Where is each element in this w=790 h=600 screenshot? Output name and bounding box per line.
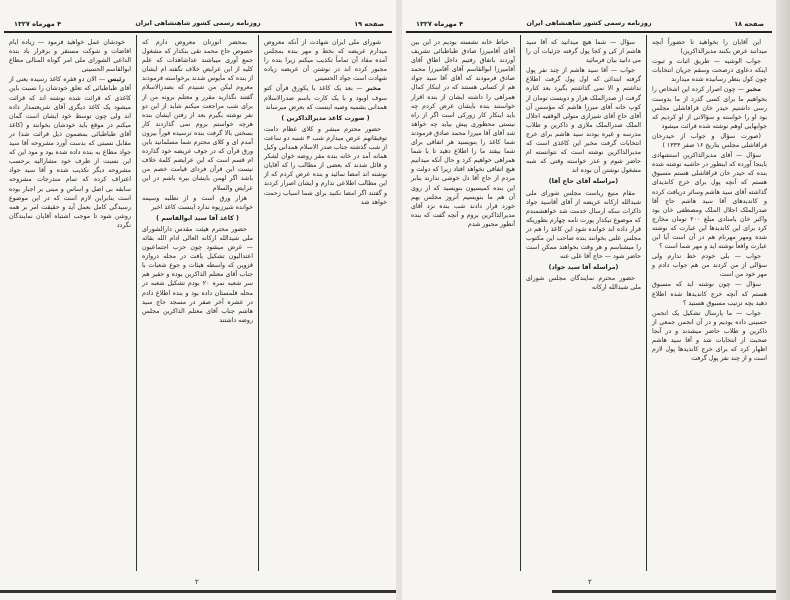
paragraph-text: سؤال — چون نوشته اید که مسبوق هستم که آنچه خرج کاندیدها شده اطلاع دهید بچه ترتیب مسبوق هستید ؟ — [652, 281, 767, 307]
paragraph-text: سؤال — آقای مدیرالذاکرین استشهادی باینجا آورده که اینطور در حاشیه نوشته شده بنده که حیدر خان قراقاشلی هستم مسبوق هستم که آنچه پول برای خرج کاندیدای گذاشته آقای سید هاشم وسائر دریافت کرده و کاندیدهای آقا سید هاشم حاج آقا صدرالملک اجلال الملک ومصطفی خان بود واکبر خان یامنادی مبلغ ۲۰۰ تومان مخارج کرد برای این کاندیدها این عبارت که نوشته شده ومهر مهرنام هم در آن است آیا این عبارت واقعاً نوشته اید و مهر شما است ؟ — [652, 152, 767, 251]
paragraph — [652, 132, 767, 150]
paragraph — [9, 75, 131, 230]
page-header — [406, 18, 772, 30]
issue-date: ۴ مهرماه ۱۳۲۷ — [416, 20, 464, 28]
paragraph-text: بمحضر انورتان معروض دارم که خصوص حاج محمد تقی بنکدار که مشغول جمع آوری میباشند عداشاهدات که علم کلیه از این عرایض خلاف نگفته ام ایشان از بنده که مأیوس شدند برخواسته فرمودند معروم لیکن من شنیدم که بصدرالاسلام گفتند نگذارید مقرر و معتلم برونه من از برای شب مراجعت میکنم شاید از این دو نفر نوشته بگیرم بعد از رفتن ایشان بنده هرچه خواستم بروم نمی گذاردند کار بسختی بالا گرفت بنده ترسیده فوراً بیرون آمدم ای و کلای محترم شما مسلمانید باین ورق قرآن که در جوف عریضه خود گذارده ام قسم است که این عرایضم کلمهٔ خلاف نیست این قرآن فردای قیامت خصم من باشد اگر لهمن بایشان بیره باشم در این عرایض والسلام — [142, 39, 253, 192]
bottom-rule — [552, 590, 776, 593]
text-column — [4, 35, 136, 571]
text-column — [258, 35, 392, 571]
paragraph-text: ( صورت کاغذ مدیرالذاکرین ) — [281, 114, 370, 122]
paragraph — [142, 194, 253, 212]
footer-mark: ۲ — [588, 578, 592, 586]
paragraph — [526, 274, 641, 292]
speaker-label: مخبر — [366, 85, 381, 93]
paragraph-text: حیاط خانه نشسته بودیم در این بین آقای آقامیرزا صادق طباطبائی تشریف آوردند باتفاق رفتیم داخل اطاق آقای آقامیرزا ابوالقاسم آقای آقامیرزا محمد صادق فرمودند که آقای آقا سید جواد هم از کسانی هستند که در اینکار کمال همراهی را داشته ایشان از بنده اقرار خواستند بنده بایشان عرض کردم چه باید اینکار کار زورکی است اگر از راه نیستی محظوری پیش بیاید چه خواهد شد آقای آقا میرزا محمد صادق فرمودند شما کاغذ را بنویسید هر اتفاقی برای شما بیفتد ما را اطلاع دهید تا با شما همراهی خواهیم کرد و حال آنکه میدانیم هیچ اتفاقی نخواهد افتاد زیرا که دولت و مردم از حاج آقا دل خوشی ندارند بنابر این بنده کمیسیون بنویسید که از روی آن هم ما بنویسیم آنروز مجلس بهم خورد قرار دادند شب بنده نزد آقای مدیرالذاکرین بروم و آنچه گفت که بنده آنطور مجبور شدم — [411, 39, 515, 228]
paragraph-text: شورای ملی ایران شهادت از آنکه معروض میدارم عریضه که بخط و مهر بنده بمجلس آمده مفاد آن تماماً تکذیب میکنم زیرا بنده را مجبور کرده اند در نوشتن آن عریضه زیاده شهادت است جواد الحسینی — [264, 39, 387, 83]
bottom-rule — [0, 590, 396, 593]
newspaper-title: روزنامه رسمی کشور شاهنشاهی ایران — [526, 19, 652, 27]
paragraph-text: سؤال — شما هیچ میدانید که آقا سید هاشم از کی و کجا پول گرفته جزئیات آن را می دانید بیان فرمائید — [526, 39, 641, 65]
paragraph — [411, 38, 515, 229]
page-number: صفحه ۱۹ — [354, 20, 384, 28]
text-column — [646, 35, 772, 571]
header-rule — [4, 31, 392, 33]
speaker-label: مخبر — [746, 86, 761, 94]
section-heading — [142, 214, 253, 223]
text-column — [136, 35, 258, 571]
paragraph — [264, 125, 387, 207]
paragraph-text: این آقایان را بخواهید تا حضوراً آنچه میدانند عرض بکنند مدیرالذاکرین) — [652, 39, 767, 56]
paragraph-text: جواب الوشیه — طریق اثبات و ثبوت اینکه دعاوی درصحت وسقم جریان انتخابات چون کول بنظر رسانیده شده میدارند — [652, 58, 767, 84]
paragraph — [526, 66, 641, 175]
scan-edge — [776, 0, 790, 600]
paragraph-text: ( کاغذ آقا سید ابوالقاسم ) — [156, 214, 239, 222]
paragraph — [652, 252, 767, 279]
paragraph-text: — الان دو فقره کاغذ رسیده یعنی از آقای طباطبائی که تعلق خودشان را نسبت باین کاغذی که قرائت شده نوشته اند که قرائت میشود یک کاغذ دیگری آقای شریعتمدار داده اند ولی چون توسط خود ایشان است گمان میکنم در موقع باید خودشان بخوانند و (کاغذ آقای طباطبائی بمضمون ذیل قرائت شد) در مقابل نسبتی که بدست آورد مشروحه آقا سید جواد مطاع به بنده داده شده بود و مود این که این نسبت از طرف خود مشارالیه برحسب مشروحه دیگر تکذیب شده و آقا سید جواد اعتراف کرده که تمام مندرجات مشروحه سابقه بی اصل و اساس و مبنی بر اجبار بوده است بنابراین لازم است که در این موضوع رسیدگی کامل بعمل آید و حقیقت امر بر همه روشن شود تا موجب اشتباه آقایان نمایندگان نگردد — [9, 76, 131, 229]
paragraph — [142, 225, 253, 325]
paragraph — [652, 38, 767, 56]
paragraph — [652, 85, 767, 130]
paragraph — [652, 151, 767, 251]
paragraph — [526, 189, 641, 262]
paragraph-text: خودشان عمل خواهید فرمود — زیاده ایام افاضات و شوکت مستقر و برقرار باد بنده الداعی الشورای ملی امر گوناه المنالی مطاع ابوالقاسم الحسینی — [9, 39, 131, 74]
section-heading — [526, 177, 641, 186]
text-columns — [406, 35, 772, 571]
speaker-label: رئیس — [107, 76, 125, 84]
paragraph-text: — بعد یک کاغذ با یکورق قرآن کتو سوف اوبود و با یک کارت باسم صدرالاسلام همدانی بشمیه وصیه اینست که بعرض میرساند — [264, 85, 387, 111]
page-number: صفحه ۱۸ — [734, 20, 764, 28]
paragraph-text: (مراسله آقا سید جواد) — [548, 264, 619, 272]
header-rule — [406, 31, 772, 33]
paragraph — [652, 309, 767, 364]
paragraph — [526, 38, 641, 65]
newspaper-page-right — [402, 0, 776, 600]
paragraph-text: جواب — بلی خودم خط ندارم ولی سؤالی از من کردند من هم جواب دادم و مهر خود من است — [652, 253, 767, 279]
paragraph-text: حضور محترم هیئت مقدس دارالشورای ملی شیدالله ارکانه العالی ادام الله بقائه — عرض میشود چون حزب اجتماعیون اعتدالیون تشکیل یافت در محله دروازه قزوین که واسطه هیئات و جوع شعبات با جناب آقای معتلم الذاکرین بوده و حقیر هم سر شعبه نمره ۲۰ بودم تشکیل شعبه در محله قلمستان داده بود و بنده اطلاع دادم در عشره آخر صفر در مسجد حاج سید هاشم جناب آقای معتلم الذاکرین مجلس روضه داشتند — [142, 225, 254, 324]
paragraph — [9, 38, 131, 74]
paragraph-text: هزار ورق است و از تطلبه وسیمه خوانده شیرزیوه ندارد اینست کاغذ اخیر — [142, 194, 253, 211]
text-column — [520, 35, 646, 571]
paragraph — [142, 38, 253, 193]
newspaper-title: روزنامه رسمی کشور شاهنشاهی ایران — [135, 19, 261, 27]
paragraph-text: — چون اصرار کرده این اشخاص را بخواهیم ما برای کسی گذرد از ما بدوست رسی داشتیم حیدر خان قراقاشلی مجلس بود او را خواسته و سؤالاتی از او کردیم که جوابهایی اوهم نوشته شده قرائت میشود — [652, 86, 767, 130]
paragraph-text: جواب — ما پارسال تشکیل یک انجمن حسینی داده بودیم و در آن انجمن جمعی از ذاکرین و طلاب حاضر میشدند و در آنجا صحبت از انتخابات شد و آقا سید هاشم اظهار کرد که برای خرج کاندیدها پول لازم است و از چند نفر پول گرفت — [652, 309, 767, 363]
text-column — [406, 35, 520, 571]
paragraph-text: (مراسله آقای حاج آقا) — [548, 178, 619, 186]
paragraph-text: جواب — آقا سید هاشم از چند نفر پول گرفته ابتدائی که اول پول گرفت اطلاع نداشتم و الا نمی گذاشتم بگیرد بعد کناره گرفت از صدرالملک هزار و دویست تومان از کوپ خانه آقای میرزا هاشم که مؤسس آن آقای حاج آقای شیرازی متولی الوقفیه اجلال الملک صدرالملک ملازی و ذاکرین و طلاب مدرسه و غیره بودند سید هاشم برای خرج انتخابات گرفت مخبر این کاغذی است که مدیرالذاکرین نوشته است که نتوانسته ام حاضر شوم و عذر خواسته وقتی که شبه مشغول نوشتن آن بوده اند — [526, 67, 641, 175]
paragraph — [264, 84, 387, 111]
text-columns — [4, 35, 392, 571]
section-heading — [264, 114, 387, 123]
paragraph-text: حضور محترم نمایندگان مجلس شورای ملی شیدالله ارکانه — [526, 275, 641, 292]
section-heading — [526, 263, 641, 272]
paragraph — [652, 57, 767, 84]
paragraph-text: حضور محترم مبشر و کلای عظام دامت توفیقاتهم عرض میدارم شب ۳ شنبه دو ساعت از شب گذشته جناب صدر الاسلام همدانی وکیل همانه آمد در خانه بنده مقر روضه خوان لشکر و قائل شدند که بعضی از مطالب را که آقایان نوشته اند امضا نمائید و بنده عرض کردم که از این مطالب اطلاعی ندارم و ایشان اصرار کردند و گفتند اگر امضا نکنید برای شما اسباب زحمت خواهد شد — [264, 125, 387, 206]
page-header — [4, 18, 392, 30]
paragraph-text: (صورت سؤال و جواب از حیدرخان قراقاشلی مجلس بتاریخ ۱۶ صفر ۱۳۳۴ ) — [652, 132, 767, 150]
footer-mark: ۲ — [195, 578, 199, 586]
paragraph — [652, 280, 767, 307]
paragraph-text: مقام منیع ریاست مجلس شورای ملی شیدالله ارکانه عریضه از آقای آقاسید جواد ذاکرات سکه ارسال خدمت شد خواهشمندم که موضوع تیکدار پورت نامه چهارم بطوریکه قرار داده اند خوانده شود این کاغذ را هم در مجلس علنی بخوانند بنده صاحب این مکتوب را میشناسم و هر وقت بخواهند ممکن است حاضر شود — حاج آقا علی عنه — [526, 189, 641, 261]
paragraph — [264, 38, 387, 83]
issue-date: ۴ مهرماه ۱۳۲۷ — [14, 20, 62, 28]
